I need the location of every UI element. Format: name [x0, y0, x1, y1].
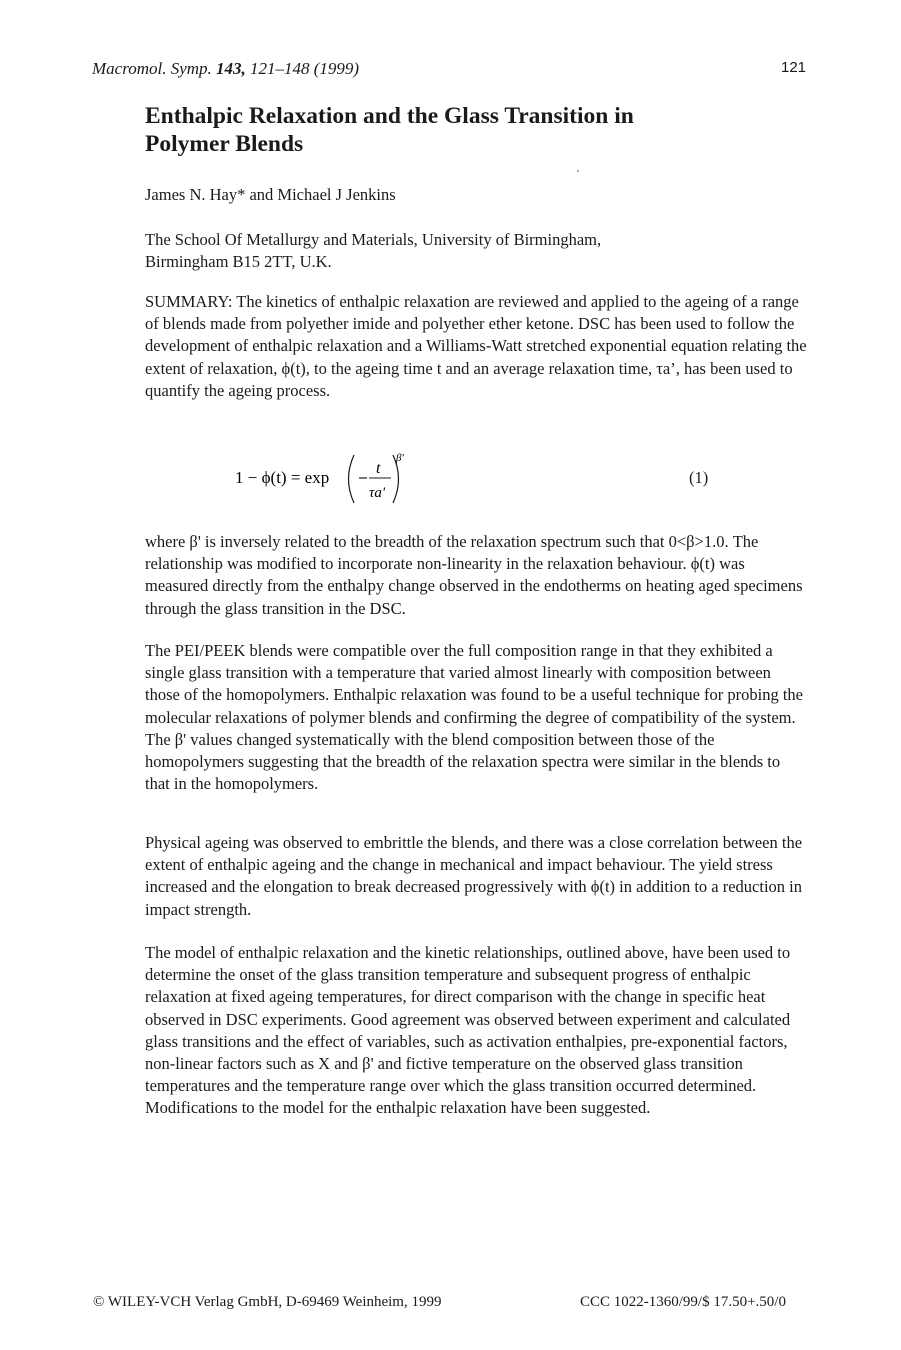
journal-name: Macromol. Symp. [92, 59, 217, 78]
paper-title [145, 102, 765, 158]
paragraph-blends: The PEI/PEEK blends were compatible over the full composition range in that they exhibited a single glass transition with a temperature that varied almost linearly with composition between those of the homopolymers. Enthalpic relaxation was found to be a useful technique for probing the molecular relaxations of polymer blends and confirming the degree of compatibility of the system. The β' values changed systematically with the blend composition between those of the homopolymers suggesting that the breadth of the relaxation spectra were similar in the blends to that in the homopolymers. [145, 641, 803, 794]
page-number: 121 [781, 59, 807, 76]
affiliation-line-2: Birmingham B15 2TT, U.K. [145, 252, 332, 271]
equation-denominator: τa' [369, 485, 386, 501]
journal-pages-year: 121–148 (1999) [245, 59, 360, 78]
journal-volume: 143, [216, 59, 246, 78]
paper-title-line-2: Polymer Blends [145, 131, 304, 157]
summary-paragraph: SUMMARY: The kinetics of enthalpic relaxation are reviewed and applied to the ageing of a range of blends made from polyether imide and polyether ether ketone. DSC has been used to follow the development of enthalpic relaxation and a Williams-Watt stretched exponential equation relating the extent of relaxation, ϕ(t), to the ageing time t and an average relaxation time, τa’, has been used to quantify the ageing process. [145, 292, 807, 400]
journal-citation [92, 59, 359, 79]
authors: James N. Hay* and Michael J Jenkins [145, 185, 396, 204]
equation-left-paren [349, 455, 355, 503]
paragraph-where: where β' is inversely related to the breadth of the relaxation spectrum such that 0<β>1.0. The relationship was modified to incorporate non-linearity in the relaxation behaviour. ϕ(t) was measured directly from the enthalpy change observed in the endotherms on heating aged specimens through the glass transition in the DSC. [145, 532, 803, 618]
affiliation-line-1: The School Of Metallurgy and Materials, University of Birmingham, [145, 230, 602, 249]
equation-1 [233, 451, 773, 521]
footer-publisher: © WILEY-VCH Verlag GmbH, D-69469 Weinheim, 1999 [93, 1294, 442, 1310]
scan-speck [577, 170, 579, 172]
paper-title-line-1: Enthalpic Relaxation and the Glass Transition in [145, 103, 634, 129]
equation-number: (1) [689, 468, 709, 487]
equation-numerator: t [376, 460, 381, 477]
affiliation [145, 229, 785, 273]
paragraph-model: The model of enthalpic relaxation and the kinetic relationships, outlined above, have been used to determine the onset of the glass transition temperature and subsequent progress of enthalpic relaxation at fixed ageing temperatures, for direct comparison with the change in specific heat observed in DSC experiments. Good agreement was observed between experiment and calculated glass transitions and the effect of variables, such as activation enthalpies, pre-exponential factors, non-linear factors such as X and β' and fictive temperature on the observed glass transition temperatures and the temperature range over which the glass transition occurred determined. Modifications to the model for the enthalpic relaxation have been suggested. [145, 943, 791, 1118]
equation-svg [233, 451, 433, 521]
footer-ccc: CCC 1022-1360/99/$ 17.50+.50/0 [580, 1294, 786, 1310]
equation-lhs: 1 − ϕ(t) = exp [235, 468, 330, 487]
equation-exponent: β' [396, 452, 404, 464]
paragraph-ageing: Physical ageing was observed to embrittle the blends, and there was a close correlation between the extent of enthalpic ageing and the change in mechanical and impact behaviour. The yield stress increased and the elongation to break decreased progressively with ϕ(t) in addition to a reduction in impact strength. [145, 833, 803, 919]
